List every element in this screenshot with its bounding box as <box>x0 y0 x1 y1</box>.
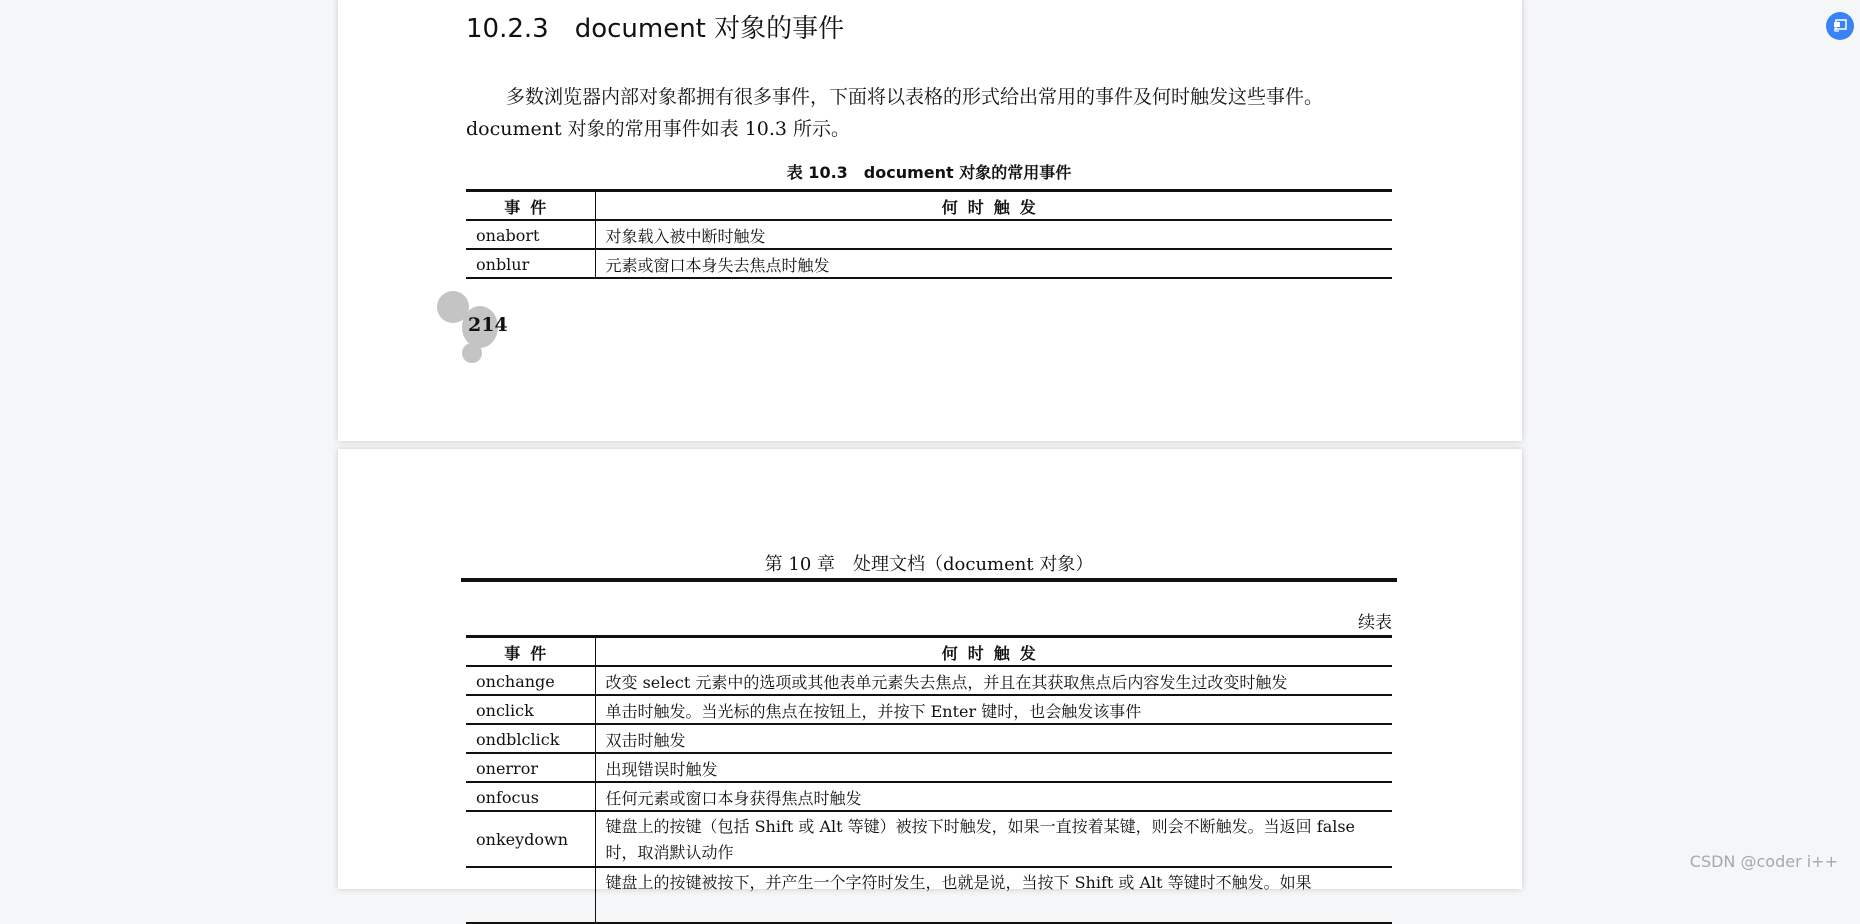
event-cell: onchange <box>466 666 595 695</box>
event-cell <box>466 867 595 923</box>
event-cell: onblur <box>466 249 595 278</box>
column-header-event: 事件 <box>466 637 595 666</box>
continued-label: 续表 <box>1358 613 1392 633</box>
table-row <box>466 249 1392 278</box>
event-cell: onfocus <box>466 782 595 811</box>
intro-paragraph <box>466 81 1406 145</box>
table-row <box>466 782 1392 811</box>
header-rule <box>461 578 1397 582</box>
trigger-cell: 任何元素或窗口本身获得焦点时触发 <box>595 782 1392 811</box>
trigger-cell: 出现错误时触发 <box>595 753 1392 782</box>
table-row <box>466 220 1392 249</box>
paragraph-line: document 对象的常用事件如表 10.3 所示。 <box>466 118 851 140</box>
translate-button[interactable] <box>1826 12 1854 40</box>
section-heading: 10.2.3 document 对象的事件 <box>466 14 845 44</box>
watermark: CSDN @coder i++ <box>1689 852 1838 871</box>
column-header-event: 事件 <box>466 191 595 220</box>
event-cell: onkeydown <box>466 811 595 867</box>
event-cell: onabort <box>466 220 595 249</box>
table-row <box>466 695 1392 724</box>
pdf-page-214 <box>338 0 1522 441</box>
translate-icon <box>1832 18 1848 34</box>
trigger-cell: 元素或窗口本身失去焦点时触发 <box>595 249 1392 278</box>
event-cell: ondblclick <box>466 724 595 753</box>
paragraph-line: 多数浏览器内部对象都拥有很多事件，下面将以表格的形式给出常用的事件及何时触发这些事件。 <box>506 86 1324 108</box>
table-row <box>466 666 1392 695</box>
events-table <box>466 189 1392 279</box>
events-table-continued <box>466 635 1392 924</box>
table-row <box>466 753 1392 782</box>
table-row <box>466 867 1392 923</box>
trigger-cell: 双击时触发 <box>595 724 1392 753</box>
column-header-trigger: 何时触发 <box>595 191 1392 220</box>
column-header-trigger: 何时触发 <box>595 637 1392 666</box>
trigger-cell: 改变 select 元素中的选项或其他表单元素失去焦点，并且在其获取焦点后内容发生过改变时触发 <box>595 666 1392 695</box>
event-cell: onclick <box>466 695 595 724</box>
pdf-page-215 <box>338 449 1522 892</box>
running-header: 第 10 章 处理文档（document 对象） <box>764 554 1094 575</box>
trigger-cell: 单击时触发。当光标的焦点在按钮上，并按下 Enter 键时，也会触发该事件 <box>595 695 1392 724</box>
event-cell: onerror <box>466 753 595 782</box>
trigger-cell: 对象载入被中断时触发 <box>595 220 1392 249</box>
trigger-cell: 键盘上的按键被按下，并产生一个字符时发生，也就是说，当按下 Shift 或 Alt 等键时不触发。如果 <box>595 867 1392 923</box>
table-row <box>466 724 1392 753</box>
trigger-cell: 键盘上的按键（包括 Shift 或 Alt 等键）被按下时触发，如果一直按着某键，则会不断触发。当返回 false 时，取消默认动作 <box>595 811 1392 867</box>
table-caption: 表 10.3 document 对象的常用事件 <box>786 163 1072 182</box>
page-number: 214 <box>468 314 508 336</box>
table-row <box>466 811 1392 867</box>
